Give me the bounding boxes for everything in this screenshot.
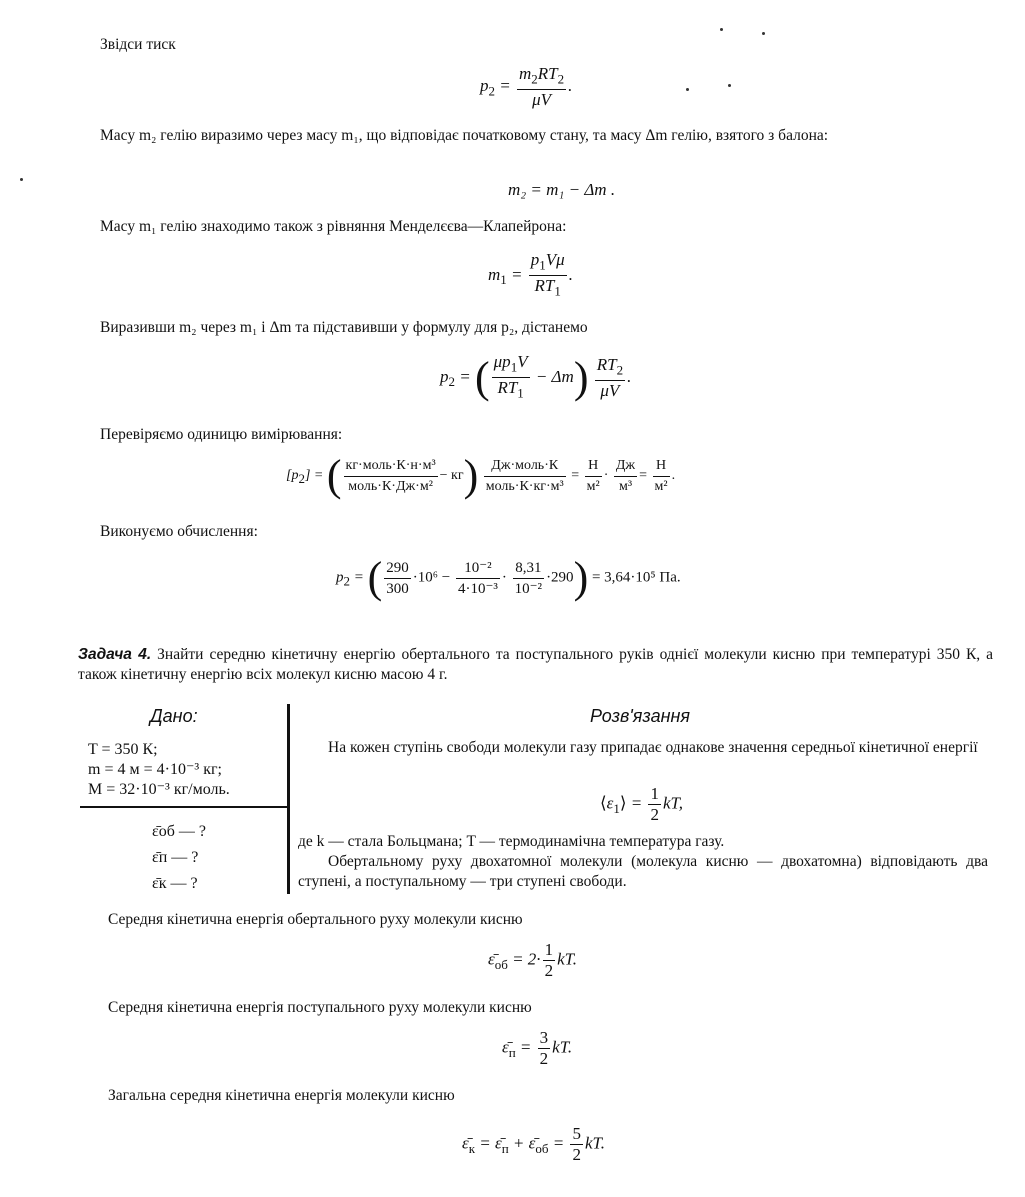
solution-paragraph-2: де k — стала Больцмана; T — термодинамічна температура газу. <box>298 833 725 850</box>
paragraph-units-check: Перевіряємо одиницю вимірювання: <box>100 426 343 443</box>
given-header: Дано: <box>150 706 198 726</box>
equation-m2: m₂ = m₁ − Δm . <box>508 180 616 199</box>
equation-calculation: $p_2$ = ( $\frac{290}{300}$ ·10⁶ − $\frac{\text{10⁻²}}{\text{4·10⁻³}}$ · $\frac{8,31}{\text{10⁻²}}$ ·290) = 3,64·10⁵ Па. <box>336 553 681 602</box>
task-label: Задача 4. <box>78 646 152 663</box>
equation-p2: $p_2$ = $\frac{m_2RT_2}{\mu V}$ . <box>480 64 573 110</box>
speck <box>762 32 765 35</box>
given-M: M = 32·10⁻³ кг/моль. <box>88 781 230 798</box>
paragraph-pressure-intro: Звідси тиск <box>100 36 176 53</box>
find-translational: ε̄п — ? <box>152 849 199 866</box>
paragraph-mass-m1: Масу m₁ гелію знаходимо також з рівняння Менделєєва—Клапейрона: <box>100 218 567 235</box>
equation-m1: $m_1$ = $\frac{p_1V\mu}{RT_1}$ . <box>488 250 573 299</box>
solution-header: Розв'язання <box>590 706 691 726</box>
task-text: Знайти середню кінетичну енергію обертального та поступального руків однієї молекули кисню при температурі 350 К, а також кінетичну енергію всіх молекул кисню масою 4 г. <box>78 646 994 683</box>
speck <box>686 88 689 91</box>
equation-rotational: $\varepsilon̄_{об} = 2\cdot$ $\frac{1}{2}$ kT. <box>488 940 578 980</box>
speck <box>728 84 731 87</box>
speck <box>720 28 723 31</box>
find-kinetic: ε̄к — ? <box>152 875 198 892</box>
equation-translational: $\varepsilon̄_п$ = $\frac{3}{2}$ kT. <box>502 1028 573 1068</box>
equation-total: $\varepsilon̄_к$ = $\varepsilon̄_п$ + $\varepsilon̄_{об}$ = $\frac{5}{2}$ kT. <box>462 1124 605 1164</box>
paragraph-substitute: Виразивши m₂ через m₁ і Δm та підставивши у формулу для p₂, дістанемо <box>100 319 588 336</box>
paragraph-rotational-energy: Середня кінетична енергія обертального руху молекули кисню <box>108 911 523 928</box>
paragraph-calculation: Виконуємо обчислення: <box>100 523 258 540</box>
paragraph-mass-m2: Масу m₂ гелію виразимо через масу m₁, що відповідає початковому стану, та масу Δm гелію, взятого з балона: <box>100 127 829 144</box>
given-divider-horizontal <box>80 806 290 808</box>
find-rotational: ε̄об — ? <box>152 823 206 840</box>
equation-p2-combined: $p_2$ = ( $\frac{\mu p_1V}{RT_1}$ − Δm) $\frac{RT_2}{\mu V}$ . <box>440 352 632 402</box>
paragraph-translational-energy: Середня кінетична енергія поступального руху молекули кисню <box>108 999 532 1016</box>
equation-units: $[p_2]$ = ( $\frac{\text{кг·моль·К·н·м³}}{\text{моль·К·Дж·м²}}$ − кг) $\frac{\text{Дж·моль·К}}{\text{моль·К·кг·м³}}$ = $\frac{Н}{\text{м²}}$ · $\frac{Дж}{\text{м³}}$ = $\frac{Н}{\text{м²}}$ . <box>286 451 676 500</box>
task-4 <box>78 645 993 685</box>
speck <box>20 178 23 181</box>
given-m: m = 4 м = 4·10⁻³ кг; <box>88 761 222 778</box>
solution-paragraph-3: Обертальному руху двохатомної молекули (молекула кисню — двохатомна) відповідають два ступені, а поступальному — три ступені свободи. <box>298 853 988 890</box>
given-T: T = 350 К; <box>88 741 158 758</box>
given-divider-vertical <box>287 704 290 894</box>
equation-energy-per-degree: $⟨\varepsilon_1⟩$ = $\frac{1}{2}$ kT, <box>600 784 683 824</box>
solution-paragraph-1: На кожен ступінь свободи молекули газу припадає однакове значення середньої кінетичної енергії <box>328 739 978 756</box>
paragraph-total-energy: Загальна середня кінетична енергія молекули кисню <box>108 1087 455 1104</box>
